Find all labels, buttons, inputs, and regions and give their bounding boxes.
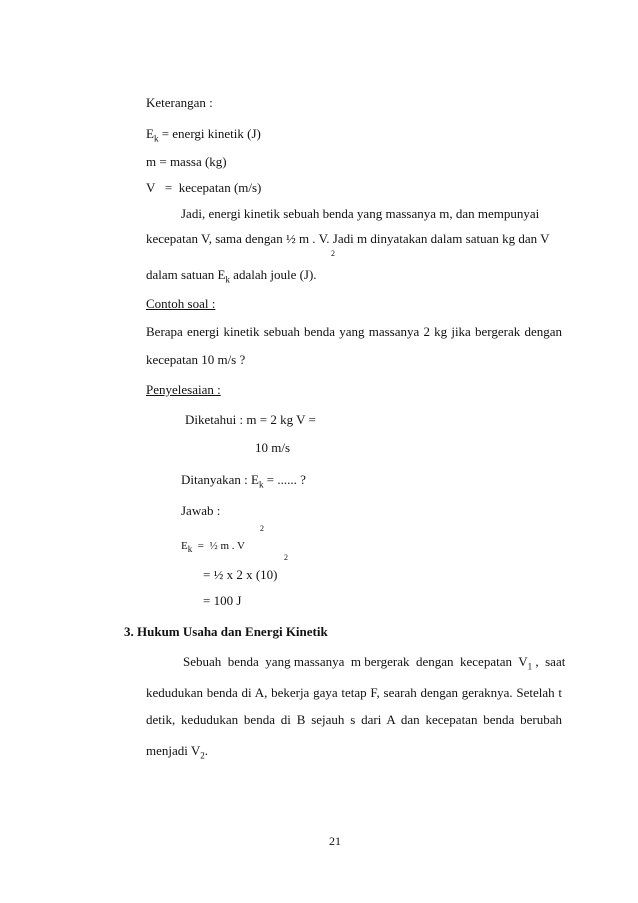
paragraph-line: Berapa energi kinetik sebuah benda yang massanya 2 kg jika bergerak dengan [146, 324, 562, 339]
superscript-2: 2 [284, 553, 288, 562]
paragraph-line: detik, kedudukan benda di B sejauh s dari A dan kecepatan benda berubah [146, 712, 562, 727]
text-fragment: dalam satuan E [146, 267, 226, 282]
paragraph-line [146, 267, 317, 288]
diketahui-line: 10 m/s [255, 440, 291, 455]
text-fragment: . [204, 743, 209, 758]
equation-line-1 [181, 538, 245, 557]
definition-v: V = kecepatan (m/s) [146, 180, 262, 195]
paragraph-line [183, 654, 565, 675]
contoh-soal-heading: Contoh soal : [146, 296, 216, 311]
paragraph-line [146, 743, 208, 764]
superscript-2: 2 [260, 524, 264, 533]
text-fragment: , saat [532, 654, 566, 669]
definition-ek [146, 126, 261, 147]
text-fragment: Ditanyakan : E [181, 472, 259, 487]
diketahui-line: Diketahui : m = 2 kg V = [185, 412, 316, 427]
penyelesaian-heading: Penyelesaian : [146, 382, 221, 397]
ek-definition-text: = energi kinetik (J) [158, 126, 261, 141]
ek-subscript: k [153, 133, 159, 144]
paragraph-line: kecepatan V, sama dengan ½ m . V. Jadi m dinyatakan dalam satuan kg dan V [146, 231, 550, 246]
text-fragment: Sebuah benda yang massanya m bergerak dengan kecepatan V [183, 654, 528, 669]
text-fragment: adalah joule (J). [229, 267, 317, 282]
subscript: 2 [200, 750, 205, 761]
page-number: 21 [329, 834, 341, 848]
equation-line-2: = ½ x 2 x (10) [203, 567, 278, 582]
equation-line-3: = 100 J [203, 593, 242, 608]
section-heading: 3. Hukum Usaha dan Energi Kinetik [124, 624, 328, 639]
text-fragment: menjadi V [146, 743, 201, 758]
subscript: 1 [527, 661, 533, 672]
jawab-label: Jawab : [181, 503, 221, 518]
text-fragment: = ...... ? [263, 472, 306, 487]
ek-subscript: k [187, 544, 193, 555]
ditanyakan-line [181, 472, 306, 493]
paragraph-line: kecepatan 10 m/s ? [146, 352, 246, 367]
paragraph-line: kedudukan benda di A, bekerja gaya tetap F, searah dengan geraknya. Setelah t [146, 685, 562, 700]
paragraph-line: Jadi, energi kinetik sebuah benda yang massanya m, dan mempunyai [181, 206, 540, 221]
superscript-2: 2 [331, 249, 335, 258]
text-fragment: = ½ m . V [192, 540, 245, 552]
keterangan-label: Keterangan : [146, 95, 213, 110]
ek-subscript: k [225, 274, 230, 285]
ek-symbol: E [181, 540, 188, 552]
ek-subscript: k [258, 479, 264, 490]
definition-m: m = massa (kg) [146, 154, 227, 169]
ek-symbol: E [146, 126, 154, 141]
